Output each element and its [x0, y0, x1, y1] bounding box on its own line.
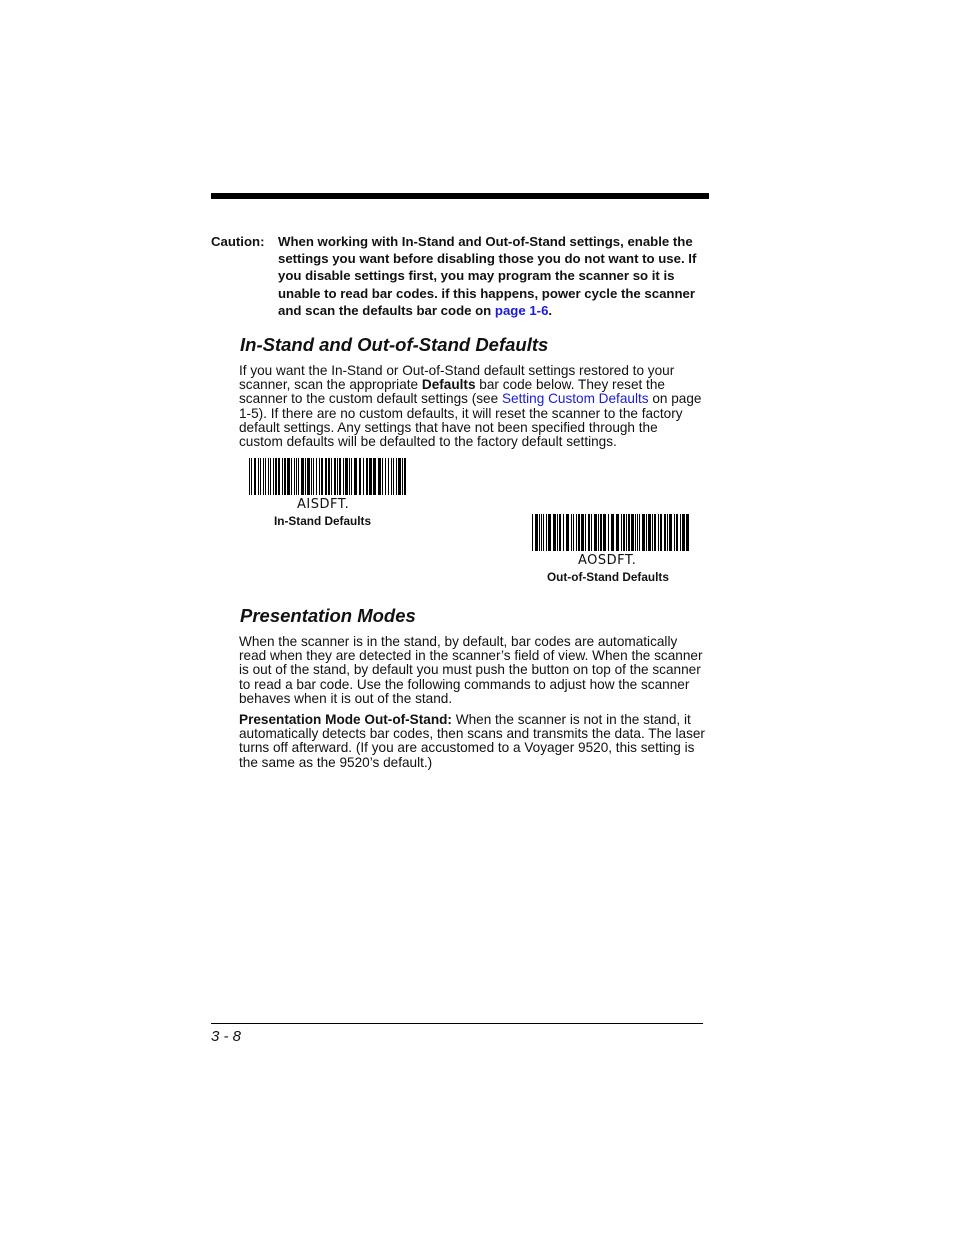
- presentation-heading: Presentation Modes: [240, 605, 416, 626]
- instand-barcode-caption: In-Stand Defaults: [274, 514, 372, 528]
- barcode-bar: [404, 458, 406, 495]
- instand-defaults-barcode: [249, 458, 406, 495]
- defaults-heading: In-Stand and Out-of-Stand Defaults: [240, 334, 549, 355]
- instand-barcode-text: AISDFT.: [297, 497, 350, 512]
- page-number: 3 - 8: [211, 1028, 242, 1045]
- defaults-para-part2: bar code below. They reset the scanner to the custom default settings (see: [239, 377, 665, 407]
- caution-text: [278, 233, 702, 319]
- caution-text-end: .: [548, 302, 553, 318]
- outstand-defaults-barcode: [532, 514, 689, 551]
- caution-label: Caution:: [211, 234, 265, 249]
- caution-page-link[interactable]: page 1-6: [494, 302, 549, 318]
- outstand-barcode-caption: Out-of-Stand Defaults: [547, 570, 669, 584]
- defaults-para-bold: Defaults: [421, 377, 476, 393]
- bottom-rule: [211, 1023, 703, 1024]
- outstand-barcode-text: AOSDFT.: [578, 553, 637, 568]
- defaults-para-part1: If you want the In-Stand or Out-of-Stand default settings restored to your scanner, scan the appropriate: [239, 363, 675, 393]
- presentation-mode-label: Presentation Mode Out-of-Stand:: [239, 712, 452, 727]
- presentation-mode-text: When the scanner is not in the stand, it automatically detects bar codes, then scans and transmits the data. The laser turns off afterward. (If you are accustomed to a Voyager 9520, this setting is the same as the 9520’s default.): [239, 712, 705, 770]
- top-rule: [211, 193, 709, 199]
- setting-custom-defaults-link[interactable]: Setting Custom Defaults: [501, 391, 649, 407]
- defaults-para-part3: on page 1-5). If there are no custom defaults, it will reset the scanner to the factory default settings. Any settings that have not been specified through the custom defaults will be defaulted to the factory default settings.: [239, 391, 702, 450]
- presentation-mode-paragraph: [239, 713, 705, 770]
- defaults-paragraph: [239, 364, 705, 449]
- barcode-bar: [686, 514, 689, 551]
- presentation-paragraph: When the scanner is in the stand, by default, bar codes are automatically read when they are detected in the scanner’s field of view. When the scanner is out of the stand, by default you must push the button on top of the scanner to read a bar code. Use the following commands to adjust how the scanner behaves when it is out of the stand.: [239, 634, 703, 706]
- caution-text-body: When working with In-Stand and Out-of-Stand settings, enable the settings you want before disabling those you do not want to use. If you disable settings first, you may program the scanner so it is unable to read bar codes. if this happens, power cycle the scanner and scan the defaults bar code on: [278, 234, 697, 318]
